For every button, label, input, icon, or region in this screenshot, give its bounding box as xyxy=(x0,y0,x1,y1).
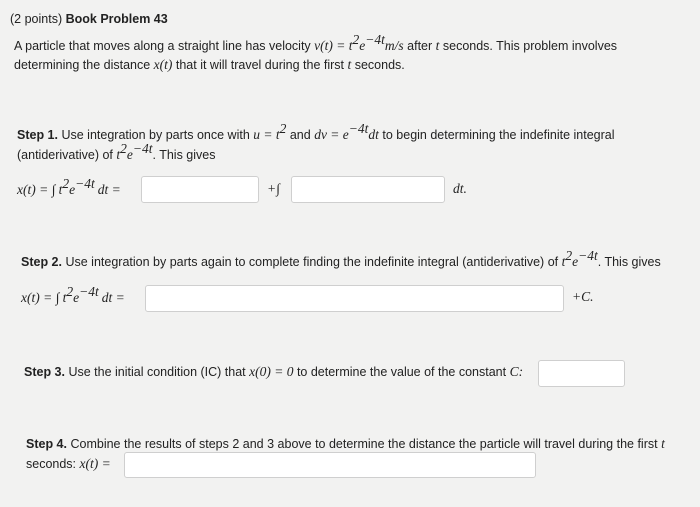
intro-text: after xyxy=(403,39,436,53)
step1-text: and xyxy=(286,128,315,142)
step2-text: . This gives xyxy=(597,255,661,269)
points-label: (2 points) xyxy=(10,12,63,26)
intro-text: A particle that moves along a straight line has velocity xyxy=(14,39,315,53)
exponent: 2 xyxy=(120,141,127,156)
exponent: −4t xyxy=(75,176,95,191)
exponent: 2 xyxy=(62,176,70,191)
distance-expr: x(t) xyxy=(153,57,173,72)
exponent: −4t xyxy=(132,141,153,156)
plus-c-suffix: +C. xyxy=(572,289,594,304)
velocity-expr: v(t) = t xyxy=(314,38,353,53)
step1-line-1 xyxy=(17,121,615,144)
step1-answer-input-2[interactable] xyxy=(291,176,445,203)
equation-lhs: x(t) = ∫ t xyxy=(21,290,67,305)
step1-label: Step 1. xyxy=(17,128,58,142)
unit: m/s xyxy=(384,38,404,53)
dv-expr: dv = e xyxy=(314,127,349,142)
exponent: 2 xyxy=(565,248,573,263)
exponent: −4t xyxy=(79,284,99,299)
step3-label: Step 3. xyxy=(24,365,65,379)
e-symbol: e xyxy=(572,254,579,269)
e-symbol: e xyxy=(359,38,366,53)
plus-integral-symbol: +∫ xyxy=(267,181,280,196)
problem-header xyxy=(10,10,168,28)
step1-text: to begin determining the indefinite integral xyxy=(378,128,615,142)
constant-c: C: xyxy=(509,364,524,379)
intro-text: seconds. xyxy=(351,58,405,72)
step2-equation xyxy=(21,284,125,307)
step1-line-2 xyxy=(17,141,216,164)
t-var: t xyxy=(435,38,440,53)
step1-text: Use integration by parts once with xyxy=(58,128,254,142)
initial-condition: x(0) = 0 xyxy=(249,364,294,379)
intro-text: that it will travel during the first xyxy=(172,58,348,72)
t-var: t xyxy=(347,57,352,72)
exponent: 2 xyxy=(352,32,360,47)
step1-equation xyxy=(17,176,121,199)
u-expr: u = t xyxy=(253,127,280,142)
step3-text: to determine the value of the constant xyxy=(293,365,510,379)
e-symbol: e xyxy=(69,182,76,197)
equation-dt: dt = xyxy=(101,290,125,305)
step4-line-1 xyxy=(26,435,665,453)
e-symbol: e xyxy=(126,147,133,162)
exponent: 2 xyxy=(66,284,74,299)
step4-answer-input[interactable] xyxy=(124,452,536,478)
step1-text: . This gives xyxy=(152,148,216,162)
step2-line-1 xyxy=(21,248,661,271)
exponent: −4t xyxy=(578,248,598,263)
step4-text: Combine the results of steps 2 and 3 above to determine the distance the particle will travel during the first xyxy=(67,437,662,451)
dt-suffix: dt. xyxy=(453,181,467,196)
equation-lhs: x(t) = ∫ t xyxy=(17,182,63,197)
integrand: t xyxy=(116,147,121,162)
step3-text: Use the initial condition (IC) that xyxy=(65,365,250,379)
step4-line-2 xyxy=(26,455,111,473)
step1-text: (antiderivative) of xyxy=(17,148,117,162)
step2-answer-input[interactable] xyxy=(145,285,564,312)
step2-label: Step 2. xyxy=(21,255,62,269)
intro-text: determining the distance xyxy=(14,58,154,72)
exponent: −4t xyxy=(365,32,385,47)
exponent: 2 xyxy=(279,121,287,136)
integrand: t xyxy=(561,254,566,269)
step1-answer-input-1[interactable] xyxy=(141,176,259,203)
equation-dt: dt = xyxy=(97,182,121,197)
step2-text: Use integration by parts again to complete finding the indefinite integral (antiderivative) of xyxy=(62,255,562,269)
intro-line-2 xyxy=(14,56,405,74)
dt: dt xyxy=(368,127,379,142)
distance-expr: x(t) = xyxy=(79,456,111,471)
step4-text: seconds: xyxy=(26,457,80,471)
e-symbol: e xyxy=(73,290,80,305)
problem-title: Book Problem 43 xyxy=(65,12,168,26)
t-var: t xyxy=(661,436,665,451)
intro-line-1 xyxy=(14,32,618,55)
intro-text: seconds. This problem involves xyxy=(439,39,618,53)
step4-label: Step 4. xyxy=(26,437,67,451)
step3-line xyxy=(24,363,523,381)
step3-answer-input[interactable] xyxy=(538,360,625,387)
exponent: −4t xyxy=(348,121,369,136)
